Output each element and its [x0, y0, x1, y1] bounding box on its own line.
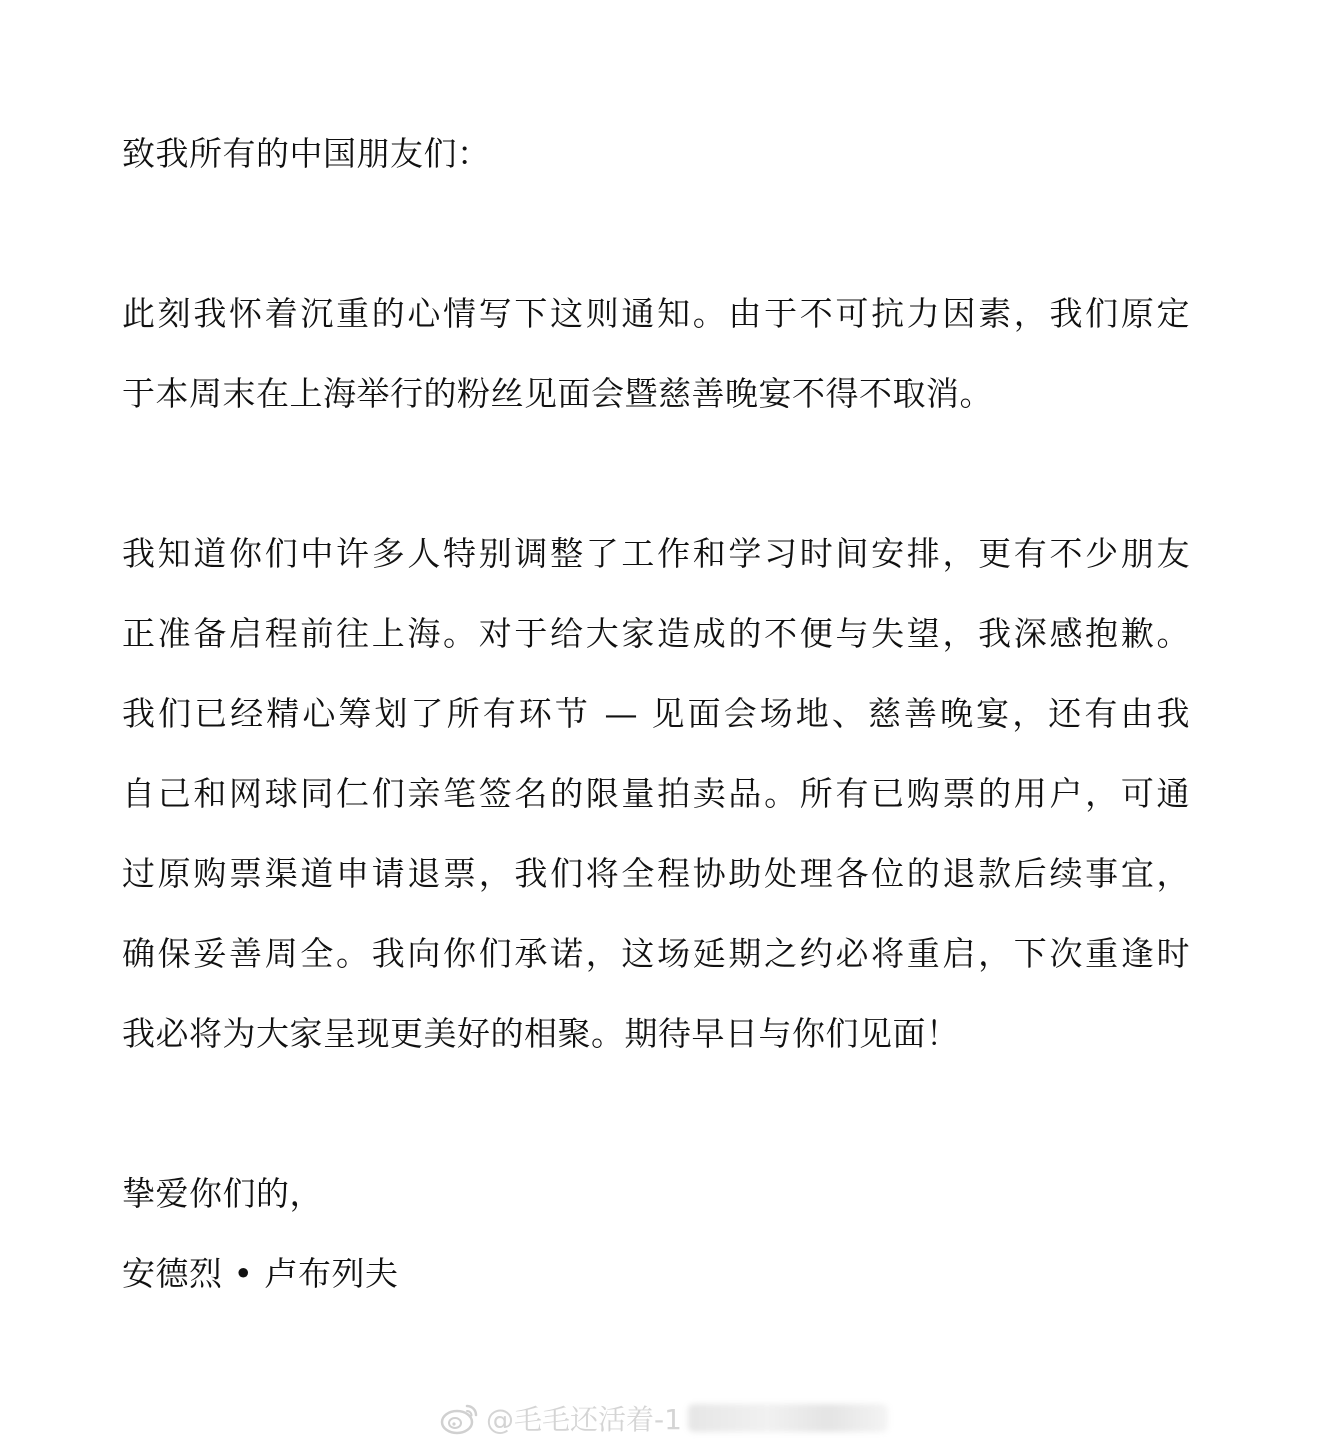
paragraph2-line1: 我知道你们中许多人特别调整了工作和学习时间安排，更有不少朋友	[122, 534, 1190, 573]
letter-signature: 安德烈 • 卢布列夫	[122, 1254, 399, 1293]
paragraph2-line4: 自己和网球同仁们亲笔签名的限量拍卖品。所有已购票的用户，可通	[122, 774, 1190, 813]
letter-salutation: 致我所有的中国朋友们：	[122, 134, 491, 173]
watermark-blurred-region	[688, 1404, 888, 1432]
paragraph1-line2: 于本周末在上海举行的粉丝见面会暨慈善晚宴不得不取消。	[122, 374, 993, 413]
paragraph1-line1: 此刻我怀着沉重的心情写下这则通知。由于不可抗力因素，我们原定	[122, 294, 1190, 333]
paragraph2-line7: 我必将为大家呈现更美好的相聚。期待早日与你们见面！	[122, 1014, 960, 1053]
paragraph2-line6: 确保妥善周全。我向你们承诺，这场延期之约必将重启，下次重逢时	[122, 934, 1190, 973]
watermark	[440, 1398, 888, 1438]
paragraph2-line2: 正准备启程前往上海。对于给大家造成的不便与失望，我深感抱歉。	[122, 614, 1190, 653]
paragraph2-line5: 过原购票渠道申请退票，我们将全程协助处理各位的退款后续事宜，	[122, 854, 1190, 893]
weibo-logo-icon	[440, 1401, 480, 1435]
paragraph2-line3: 我们已经精心筹划了所有环节 — 见面会场地、慈善晚宴，还有由我	[122, 694, 1190, 733]
watermark-text: @毛毛还活着-1	[486, 1403, 682, 1436]
letter-closing: 挚爱你们的，	[122, 1174, 323, 1213]
